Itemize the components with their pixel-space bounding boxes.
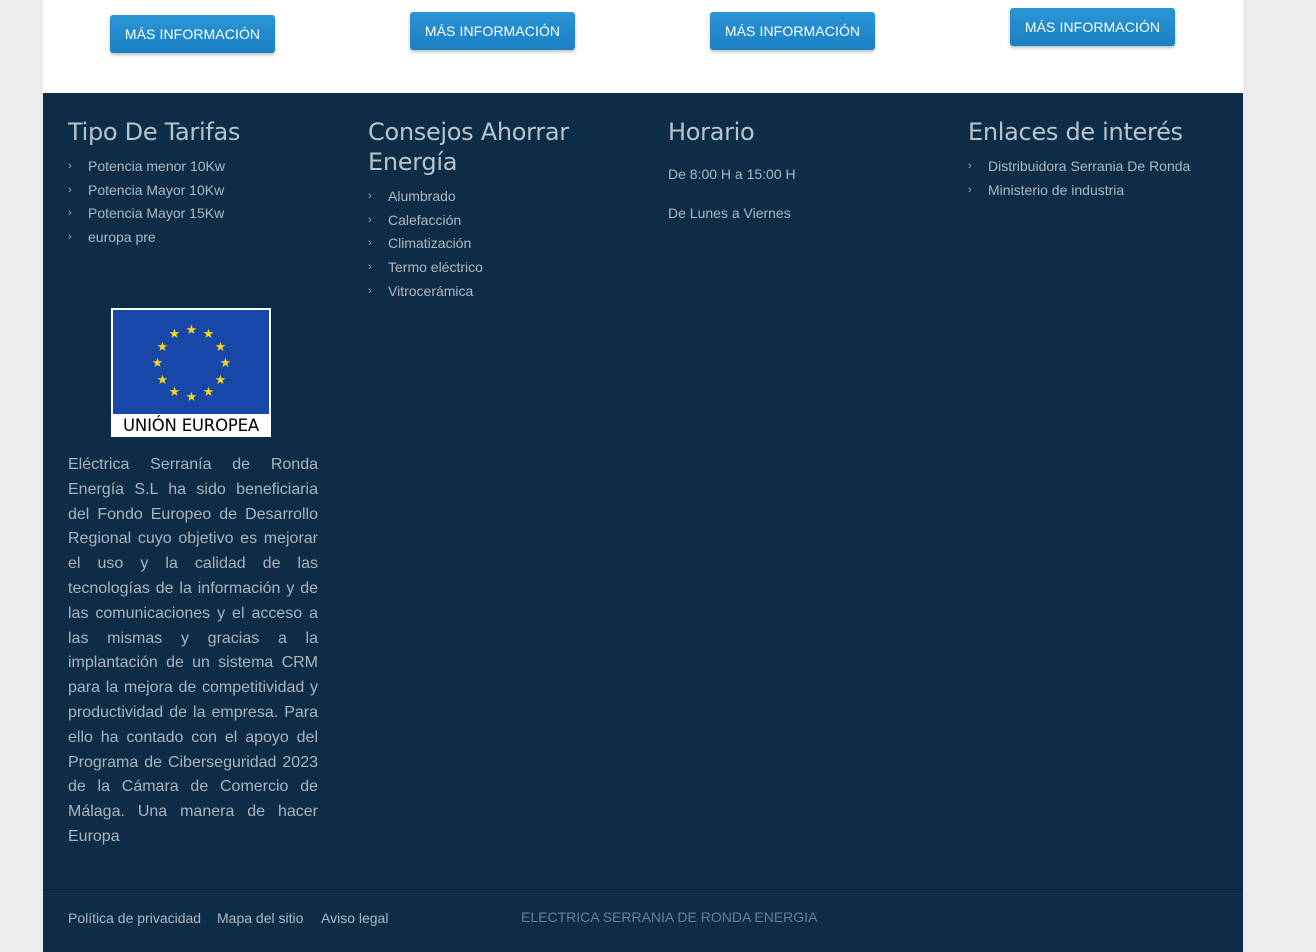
chevron-right-icon: › [368,261,372,274]
chevron-right-icon: › [368,284,372,297]
tarifas-heading: Tipo De Tarifas [68,118,241,146]
enlaces-list [968,155,1228,202]
footer-col-horario [668,117,918,223]
consejos-item-termo-electrico[interactable] [368,256,618,280]
tarifas-item-potencia-menor-10kw[interactable] [68,155,318,179]
star-icon: ★ [185,389,198,404]
consejos-item-calefaccion[interactable] [368,209,618,233]
consejos-list [368,185,618,304]
star-icon: ★ [202,326,215,341]
star-icon: ★ [151,355,164,370]
chevron-right-icon: › [68,183,72,196]
more-info-button-2[interactable]: MÁS INFORMACIÓN [410,12,575,50]
enlaces-item-distribuidora[interactable] [968,155,1228,179]
more-info-button-4[interactable]: MÁS INFORMACIÓN [1010,8,1175,46]
star-icon: ★ [214,339,227,354]
star-icon: ★ [214,372,227,387]
chevron-right-icon: › [368,190,372,202]
list-item-label[interactable]: Climatización [388,235,472,252]
privacy-policy-link[interactable]: Política de privacidad [68,910,202,926]
star-icon: ★ [156,372,169,387]
consejos-heading: Consejos Ahorrar Energía [368,118,569,176]
services-section [43,0,1243,93]
tarifas-item-europa-pre[interactable] [68,226,318,250]
site-footer [43,93,1243,952]
list-item-label[interactable]: Termo eléctrico [388,259,483,276]
chevron-right-icon: › [68,231,72,244]
star-icon: ★ [185,322,198,337]
footer-col-enlaces [968,117,1228,202]
chevron-right-icon: › [68,160,72,172]
list-item-label[interactable]: Ministerio de industria [988,181,1125,198]
list-item-label[interactable]: europa pre [88,229,156,246]
tarifas-item-potencia-mayor-15kw[interactable] [68,202,318,226]
star-icon: ★ [168,326,181,341]
list-item-label[interactable]: Distribuidora Serrania De Ronda [988,158,1191,174]
eu-logo-caption: UNIÓN EUROPEA [123,416,259,435]
list-item-label[interactable]: Potencia Mayor 10Kw [88,181,225,198]
star-icon: ★ [156,339,169,354]
list-item-label[interactable]: Alumbrado [388,188,456,204]
horario-hours: De 8:00 H a 15:00 H [668,166,796,182]
consejos-item-alumbrado[interactable] [368,185,618,209]
page [43,0,1243,952]
footer-bottom-bar [43,889,1243,952]
chevron-right-icon: › [968,160,972,172]
legal-notice-link[interactable]: Aviso legal [321,910,389,926]
feder-description: Eléctrica Serranía de Ronda Energía S.L ha sido beneficiaria del Fondo Europeo de Desarrollo Regional cuyo objetivo es mejorar el uso y la calidad de las tecnologías de la información y de las comunicaciones y el acceso a las mismas y gracias a la implantación de un sistema CRM para la mejora de competitividad y productividad de la empresa. Para ello ha contado con el apoyo del Programa de Ciberseguridad 2023 de la Cámara de Comercio de Málaga. Una manera de hacer Europa [68,456,318,845]
list-item-label[interactable]: Potencia menor 10Kw [88,158,225,174]
enlaces-item-ministerio[interactable] [968,179,1228,203]
consejos-item-vitroceramica[interactable] [368,280,618,304]
consejos-item-climatizacion[interactable] [368,232,618,256]
more-info-button-1[interactable]: MÁS INFORMACIÓN [110,15,275,53]
chevron-right-icon: › [968,183,972,196]
list-item-label[interactable]: Vitrocerámica [388,282,474,299]
eu-logo [111,308,271,437]
tarifas-list [68,155,318,250]
eu-flag [113,310,269,414]
star-icon: ★ [219,355,232,370]
footer-col-consejos [368,117,618,304]
star-icon: ★ [202,384,215,399]
enlaces-heading: Enlaces de interés [968,118,1183,146]
horario-heading: Horario [668,118,755,146]
chevron-right-icon: › [368,213,372,226]
copyright-text: ELECTRICA SERRANIA DE RONDA ENERGIA [521,909,818,925]
star-icon: ★ [168,384,181,399]
horario-days: De Lunes a Viernes [668,205,791,221]
chevron-right-icon: › [368,237,372,250]
tarifas-item-potencia-mayor-10kw[interactable] [68,179,318,203]
sitemap-link[interactable]: Mapa del sitio [217,910,304,926]
list-item-label[interactable]: Calefacción [388,211,462,228]
more-info-button-3[interactable]: MÁS INFORMACIÓN [710,12,875,50]
chevron-right-icon: › [68,207,72,220]
footer-col-tarifas [68,117,318,250]
list-item-label[interactable]: Potencia Mayor 15Kw [88,205,225,222]
